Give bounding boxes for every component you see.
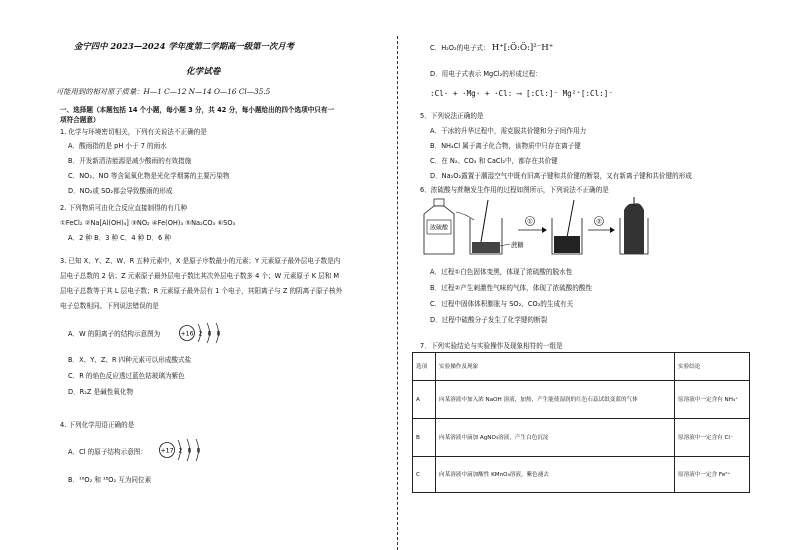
row-option: A [413,381,436,419]
q4-stem: 4. 下列化学用语正确的是 [60,421,135,429]
q2-items: ①FeCl₂ ②Na[Al(OH)₄] ③NO₂ ④Fe(OH)₃ ⑤Na₂CO₃ ⑥SO₃ [60,219,236,227]
step1-label: ① [527,217,533,226]
sulfide-structure-diagram [176,320,236,346]
column-divider [397,36,398,550]
mgcl2-product: [:Cl:]⁻ Mg²⁺[:Cl:]⁻ [526,89,613,98]
q3-option-a: A．W 的阴离子的结构示意图为 [68,330,161,338]
q6-option-c: C．过程中固体体积膨胀与 SO₂、CO₂的生成有关 [430,300,574,308]
shell-electrons-3: 8 [216,330,221,338]
left-column [56,0,381,550]
q7-stem: 7．下列实验结论与实验操作及现象相符的一组是 [420,342,563,350]
h2o2-electron-formula: H⁺[:Ö:Ö:]²⁻H⁺ [491,43,554,53]
q3-stem-4: 电子总数相同。下列说法错误的是 [60,302,159,310]
row-conclusion: 原溶液中一定含有 Cl⁻ [675,419,750,457]
sugar-label: 蔗糖 [511,241,524,249]
shell-electrons-1: 2 [198,330,203,338]
mgcl2-reactants: :Cl· + ·Mg· + ·Cl: [430,89,513,98]
header-conclusion: 实验结论 [675,353,750,381]
header-option: 选项 [413,353,436,381]
q3-option-b: B．X、Y、Z、R 四种元素可以形成酸式盐 [68,356,192,364]
q3-option-c: C．R 的焰色反应透过蓝色钴玻璃为紫色 [68,372,185,380]
exam-title: 金宁四中 2023—2024 学年度第二学期高一级第一次月考 [74,41,294,51]
q6-option-b: B．过程②产生刺激性气味的气体，体现了浓硫酸的酸性 [430,284,593,292]
q3-stem-3: 层电子总数等于其 L 层电子数；R 元素原子最外层有 1 个电子，其阳离子与 Z 的阴离子原子核外 [60,287,343,295]
sugar-dehydration-figure [422,196,652,258]
row-operation: 向某溶液中滴加 AgNO₃溶液，产生白色沉淀 [436,419,675,457]
q3-option-d: D．R₂Z 是碱性氧化物 [68,388,134,396]
sugar-solid [472,242,500,253]
bottle-label: 浓硫酸 [429,224,449,232]
q6-option-a: A．过程①白色固体变黑，体现了浓硫酸的脱水性 [430,268,573,276]
sugar-pointer [500,244,510,246]
row-option: C [413,457,436,493]
nucleus-charge: +16 [180,330,194,338]
q1-option-c: C．NO₂、NO 等含氮氧化物是光化学烟雾的主要污染物 [68,172,230,180]
q1-option-b: B．开发新清洁能源是减少酸雨的有效措施 [68,157,192,165]
q1-stem: 1. 化学与环境密切相关，下列有关说法不正确的是 [60,128,207,136]
q5-option-a: A．干冰的升华过程中，需克服共价键和分子间作用力 [430,127,587,135]
mgcl2-formation [430,90,613,98]
q4-option-a: A．Cl 的原子结构示意图： [68,448,147,456]
section-heading: 一、选择题（本题包括 14 个小题，每小题 3 分，共 42 分，每小题给出的四个选项中只有一 [60,106,335,114]
q4-option-c [430,44,553,52]
row-conclusion: 原溶液中一定含 Fe²⁺ [675,457,750,493]
step2-label: ② [596,217,602,226]
row-option: B [413,419,436,457]
header-operation: 实验操作及现象 [436,353,675,381]
black-solid [554,236,580,253]
chlorine-structure-diagram [156,436,216,464]
nucleus-charge: +17 [160,447,174,455]
q2-stem: 2. 下列物质可由化合反应直接制得的有几种 [60,204,188,212]
pour-line [456,212,474,220]
glass-rod-1 [480,200,488,248]
shell-electrons-1: 2 [178,447,183,455]
shell-electrons-2: 8 [187,447,192,455]
q1-option-a: A．酸雨指的是 pH 小于 7 的雨水 [68,142,167,150]
atomic-mass-line: 可能用到的相对原子质量：H—1 C—12 N—14 O—16 Cl—35.5 [56,87,271,96]
table-row [413,457,750,493]
q5-option-c: C．在 N₂、CO₂ 和 CaCl₂中，都存在共价键 [430,157,558,165]
row-conclusion: 原溶液中一定含有 NH₄⁺ [675,381,750,419]
q4-option-d: D．用电子式表示 MgCl₂的形成过程： [430,70,542,78]
q3-stem-1: 3. 已知 X、Y、Z、W、R 五种元素中，X 是原子序数最小的元素；Y 元素原子最外层电子数是内 [60,257,341,265]
q1-option-d: D．NO₂或 SO₂都会导致酸雨的形成 [68,187,173,195]
shell-electrons-2: 8 [207,330,212,338]
q3-stem-2: 层电子总数的 2 倍；Z 元素原子最外层电子数比其次外层电子数多 4 个；W 元素原子 K 层和 M [60,272,340,280]
q2-options: A．2 种 B．3 种 C．4 种 D．6 种 [68,234,171,242]
q5-option-b: B．NH₄Cl 属于离子化合物，该物质中只存在离子键 [430,142,581,150]
experiment-table [412,352,750,493]
q4-option-b: B．¹⁶O₂ 和 ¹⁸O₂ 互为同位素 [68,476,152,484]
q6-stem: 6．浓硫酸与蔗糖发生作用的过程如图所示，下列说法不正确的是 [420,186,609,194]
q4-option-c-label: C．H₂O₂的电子式： [430,44,490,52]
reaction-arrow: ⟶ [516,89,527,98]
right-column [418,0,748,550]
q5-stem: 5．下列说法正确的是 [420,112,484,120]
row-operation: 向某溶液中滴加酸性 KMnO₄溶液，紫色褪去 [436,457,675,493]
table-row [413,381,750,419]
section-heading-cont: 项符合题意） [60,116,100,124]
exam-subtitle: 化学试卷 [186,67,221,77]
expanded-carbon [624,203,644,254]
row-operation: 向某溶液中加入浓 NaOH 溶液，加热，产生能使湿润的红色石蕊试纸变蓝的气体 [436,381,675,419]
table-row [413,419,750,457]
bottle-cap [434,199,444,206]
shell-electrons-3: 8 [196,447,201,455]
table-header-row [413,353,750,381]
q5-option-d: D．Na₂O₂露置于潮湿空气中既有旧离子键和共价键的断裂，又有新离子键和共价键的形成 [430,172,692,180]
q6-option-d: D．过程中硫酸分子发生了化学键的断裂 [430,316,548,324]
